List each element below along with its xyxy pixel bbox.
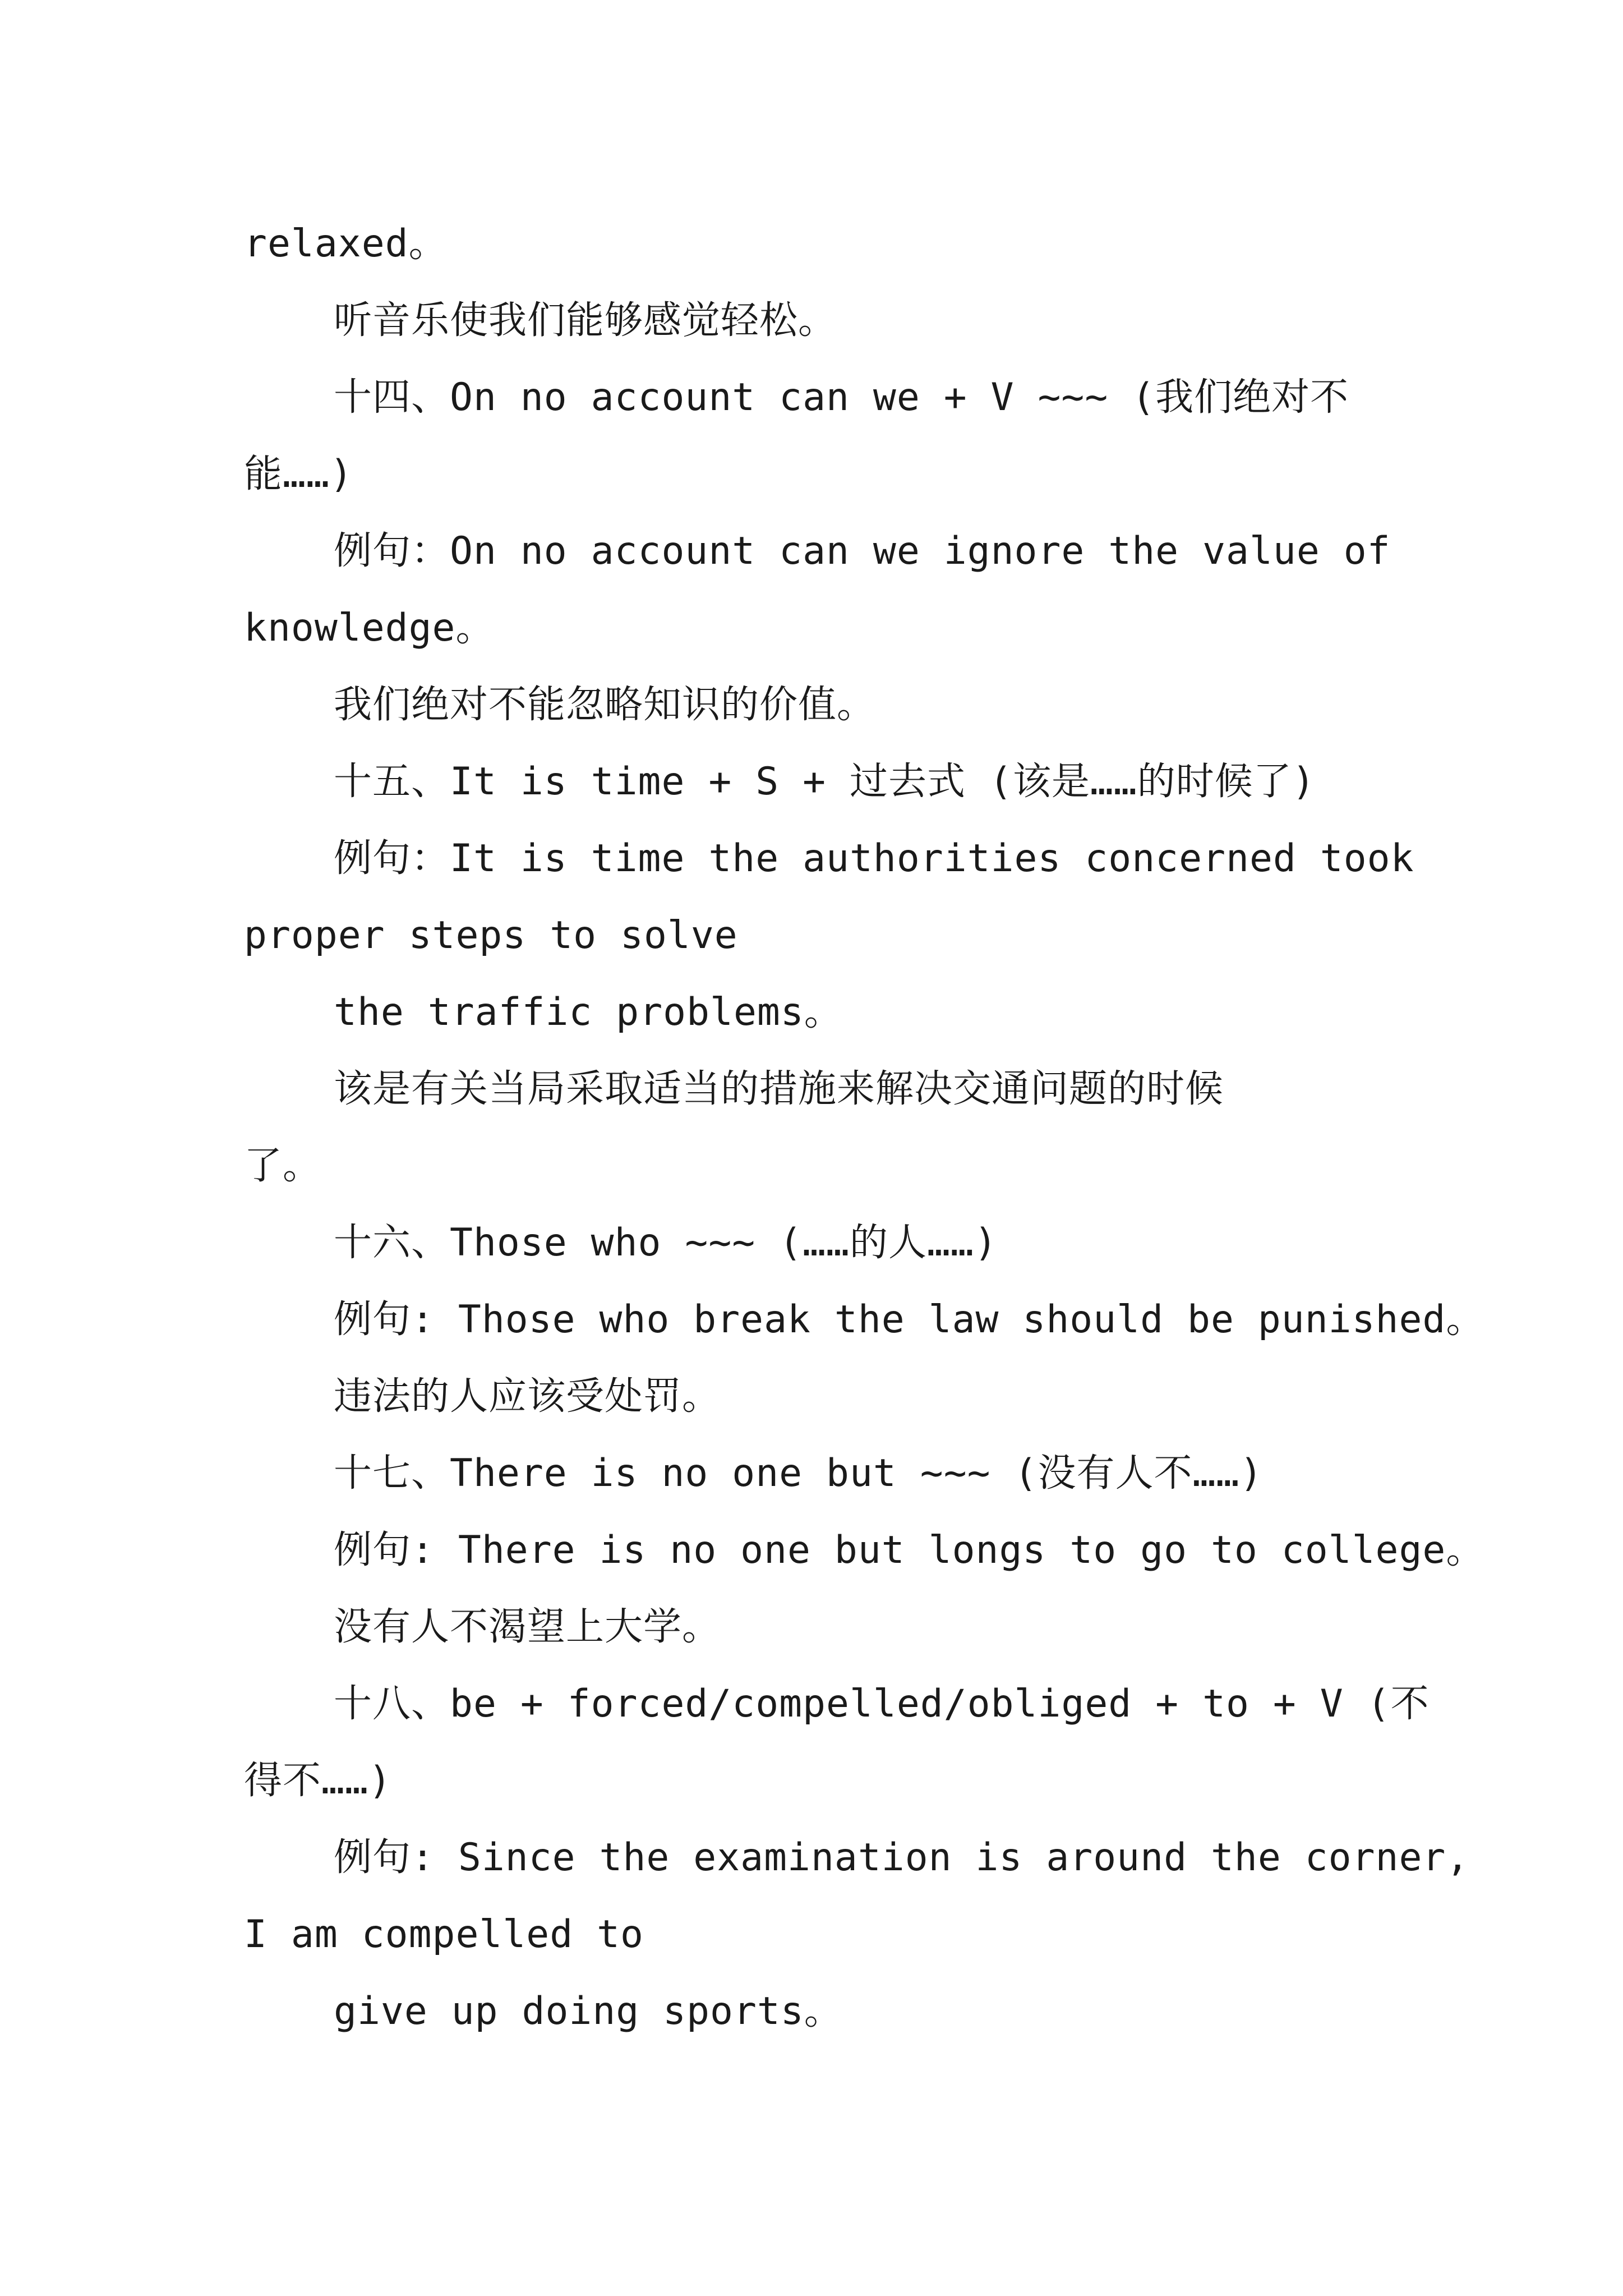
translation-line: 没有人不渴望上大学。 (334, 1605, 721, 1649)
example-sentence: 例句：It is time the authorities concerned took (334, 836, 1414, 881)
text-line: I am compelled to (244, 1912, 644, 1957)
translation-line: 该是有关当局采取适当的措施来解决交通问题的时候 (334, 1067, 1224, 1111)
text-line: knowledge。 (244, 606, 495, 650)
text-line: relaxed。 (244, 222, 448, 266)
translation-line: 我们绝对不能忽略知识的价值。 (334, 683, 876, 727)
text-line: 得不……) (244, 1759, 392, 1803)
example-sentence: 例句: Those who break the law should be punished。 (334, 1297, 1485, 1342)
section-heading: 十四、On no account can we + V ~~~ (我们绝对不 (334, 375, 1349, 420)
section-heading: 十五、It is time + S + 过去式 (该是……的时候了) (334, 760, 1316, 804)
text-line: 能……) (244, 452, 353, 496)
text-line: 了。 (244, 1144, 322, 1188)
example-sentence: 例句: Since the examination is around the corner, (334, 1835, 1470, 1880)
text-line: 听音乐使我们能够感觉轻松。 (334, 298, 837, 343)
section-heading: 十八、be + forced/compelled/obliged + to + V (不 (334, 1682, 1430, 1726)
example-sentence: 例句：On no account can we ignore the value of (334, 529, 1391, 573)
text-line: proper steps to solve (244, 913, 738, 958)
translation-line: 违法的人应该受处罚。 (334, 1374, 721, 1419)
text-line: the traffic problems。 (334, 990, 843, 1034)
section-heading: 十六、Those who ~~~ (……的人……) (334, 1221, 998, 1265)
text-line: give up doing sports。 (334, 1989, 843, 2033)
example-sentence: 例句: There is no one but longs to go to college。 (334, 1528, 1485, 1572)
section-heading: 十七、There is no one but ~~~ (没有人不……) (334, 1451, 1264, 1496)
